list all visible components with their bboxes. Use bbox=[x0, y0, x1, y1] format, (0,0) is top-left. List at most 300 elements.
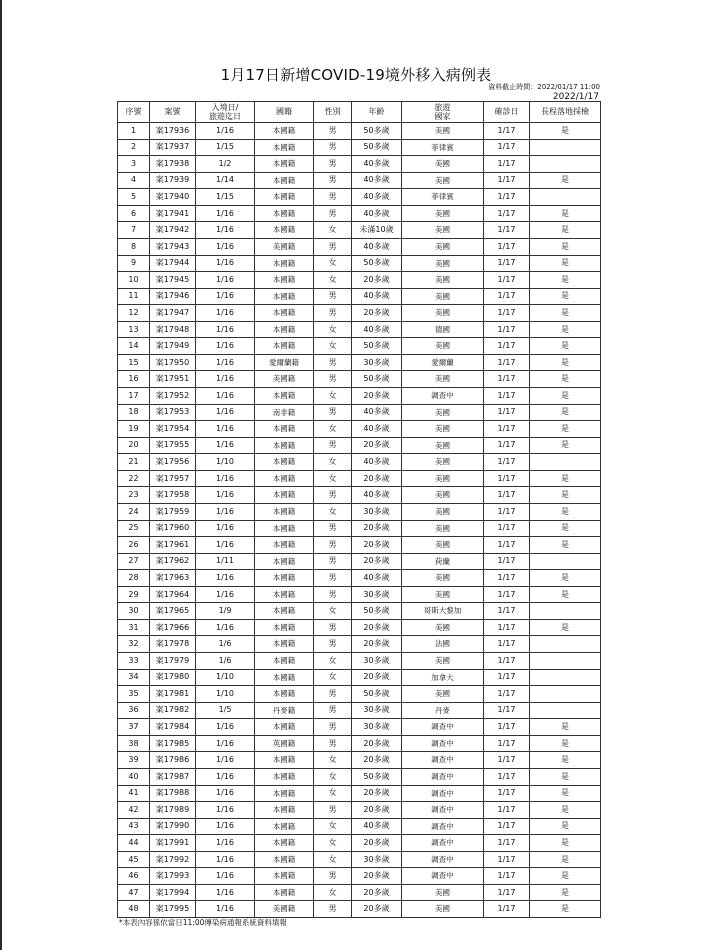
cell-long-haul-test: 是 bbox=[530, 255, 601, 272]
cell-entry-date: 1/16 bbox=[196, 901, 255, 918]
cell-travel-country: 調查中 bbox=[402, 868, 484, 885]
cell-confirm-date: 1/17 bbox=[484, 603, 530, 620]
cell-gender: 男 bbox=[314, 238, 352, 255]
cell-gender: 男 bbox=[314, 586, 352, 603]
data-cutoff-time: 資料截止時間：2022/01/17 11:00 bbox=[488, 83, 600, 91]
cell-case-no: 案17981 bbox=[150, 686, 196, 703]
cell-age: 40多歲 bbox=[352, 238, 402, 255]
table-row bbox=[118, 884, 601, 901]
header-case-no bbox=[150, 102, 196, 123]
cell-case-no: 案17991 bbox=[150, 835, 196, 852]
cell-entry-date: 1/16 bbox=[196, 802, 255, 819]
cell-confirm-date: 1/17 bbox=[484, 205, 530, 222]
cell-long-haul-test: 是 bbox=[530, 321, 601, 338]
cell-seq: 47 bbox=[118, 884, 150, 901]
cell-entry-date: 1/16 bbox=[196, 503, 255, 520]
cell-long-haul-test: 是 bbox=[530, 802, 601, 819]
cell-travel-country: 美國 bbox=[402, 437, 484, 454]
cell-nationality: 本國籍 bbox=[255, 619, 314, 636]
page-edge bbox=[0, 0, 2, 950]
cell-nationality: 美國籍 bbox=[255, 901, 314, 918]
cell-case-no: 案17960 bbox=[150, 520, 196, 537]
cell-travel-country: 調查中 bbox=[402, 851, 484, 868]
cell-case-no: 案17946 bbox=[150, 288, 196, 305]
cell-seq: 28 bbox=[118, 570, 150, 587]
page-title: 1月17日新增COVID-19境外移入病例表 bbox=[220, 66, 492, 84]
cell-gender: 男 bbox=[314, 305, 352, 322]
cell-nationality: 本國籍 bbox=[255, 719, 314, 736]
cell-gender: 男 bbox=[314, 735, 352, 752]
cell-case-no: 案17938 bbox=[150, 156, 196, 173]
cell-long-haul-test: 是 bbox=[530, 437, 601, 454]
table-row bbox=[118, 238, 601, 255]
cell-confirm-date: 1/17 bbox=[484, 768, 530, 785]
cell-seq: 22 bbox=[118, 470, 150, 487]
cell-gender: 女 bbox=[314, 454, 352, 471]
cell-confirm-date: 1/17 bbox=[484, 354, 530, 371]
cell-confirm-date: 1/17 bbox=[484, 487, 530, 504]
cell-nationality: 本國籍 bbox=[255, 305, 314, 322]
cell-seq: 4 bbox=[118, 172, 150, 189]
cell-seq: 37 bbox=[118, 719, 150, 736]
cell-entry-date: 1/16 bbox=[196, 487, 255, 504]
cell-age: 40多歲 bbox=[352, 156, 402, 173]
table-row bbox=[118, 702, 601, 719]
table-row bbox=[118, 603, 601, 620]
cell-gender: 女 bbox=[314, 388, 352, 405]
cell-nationality: 本國籍 bbox=[255, 537, 314, 554]
cell-long-haul-test: 是 bbox=[530, 354, 601, 371]
cell-gender: 男 bbox=[314, 487, 352, 504]
cell-seq: 30 bbox=[118, 603, 150, 620]
cell-travel-country: 丹麥 bbox=[402, 702, 484, 719]
table-row bbox=[118, 768, 601, 785]
cell-long-haul-test: 是 bbox=[530, 222, 601, 239]
cell-gender: 女 bbox=[314, 835, 352, 852]
cell-confirm-date: 1/17 bbox=[484, 785, 530, 802]
cell-entry-date: 1/15 bbox=[196, 189, 255, 206]
cell-case-no: 案17951 bbox=[150, 371, 196, 388]
cell-nationality: 本國籍 bbox=[255, 802, 314, 819]
cell-age: 20多歲 bbox=[352, 669, 402, 686]
cell-confirm-date: 1/17 bbox=[484, 123, 530, 140]
cell-long-haul-test: 是 bbox=[530, 884, 601, 901]
cell-travel-country: 調查中 bbox=[402, 835, 484, 852]
cell-long-haul-test: 是 bbox=[530, 421, 601, 438]
cell-gender: 男 bbox=[314, 570, 352, 587]
cell-travel-country: 調查中 bbox=[402, 768, 484, 785]
cell-case-no: 案17950 bbox=[150, 354, 196, 371]
cell-nationality: 本國籍 bbox=[255, 835, 314, 852]
cell-gender: 女 bbox=[314, 222, 352, 239]
cell-age: 20多歲 bbox=[352, 388, 402, 405]
cell-confirm-date: 1/17 bbox=[484, 172, 530, 189]
cell-confirm-date: 1/17 bbox=[484, 868, 530, 885]
cell-age: 30多歲 bbox=[352, 702, 402, 719]
cell-travel-country: 美國 bbox=[402, 487, 484, 504]
cell-entry-date: 1/16 bbox=[196, 272, 255, 289]
cell-confirm-date: 1/17 bbox=[484, 537, 530, 554]
cell-nationality: 美國籍 bbox=[255, 238, 314, 255]
cell-age: 30多歲 bbox=[352, 719, 402, 736]
cell-long-haul-test: 是 bbox=[530, 537, 601, 554]
cell-long-haul-test: 是 bbox=[530, 238, 601, 255]
cell-entry-date: 1/16 bbox=[196, 404, 255, 421]
cell-gender: 女 bbox=[314, 272, 352, 289]
cell-gender: 男 bbox=[314, 901, 352, 918]
cell-travel-country: 加拿大 bbox=[402, 669, 484, 686]
cell-age: 50多歲 bbox=[352, 603, 402, 620]
cell-age: 20多歲 bbox=[352, 636, 402, 653]
cell-nationality: 本國籍 bbox=[255, 553, 314, 570]
cell-entry-date: 1/16 bbox=[196, 421, 255, 438]
cell-case-no: 案17942 bbox=[150, 222, 196, 239]
table-row bbox=[118, 321, 601, 338]
cell-case-no: 案17966 bbox=[150, 619, 196, 636]
cell-seq: 39 bbox=[118, 752, 150, 769]
cell-gender: 男 bbox=[314, 619, 352, 636]
cell-long-haul-test: 是 bbox=[530, 123, 601, 140]
cell-gender: 男 bbox=[314, 537, 352, 554]
cell-entry-date: 1/10 bbox=[196, 669, 255, 686]
cell-nationality: 本國籍 bbox=[255, 851, 314, 868]
cell-case-no: 案17980 bbox=[150, 669, 196, 686]
cell-gender: 男 bbox=[314, 802, 352, 819]
cell-nationality: 本國籍 bbox=[255, 123, 314, 140]
cell-confirm-date: 1/17 bbox=[484, 238, 530, 255]
cell-gender: 男 bbox=[314, 371, 352, 388]
cell-travel-country: 美國 bbox=[402, 537, 484, 554]
cell-nationality: 本國籍 bbox=[255, 570, 314, 587]
cell-seq: 13 bbox=[118, 321, 150, 338]
cell-entry-date: 1/16 bbox=[196, 719, 255, 736]
table-row bbox=[118, 205, 601, 222]
cell-long-haul-test bbox=[530, 189, 601, 206]
cell-gender: 女 bbox=[314, 321, 352, 338]
cell-entry-date: 1/16 bbox=[196, 338, 255, 355]
cell-gender: 女 bbox=[314, 785, 352, 802]
cell-case-no: 案17936 bbox=[150, 123, 196, 140]
table-row bbox=[118, 172, 601, 189]
cell-case-no: 案17941 bbox=[150, 205, 196, 222]
cell-entry-date: 1/16 bbox=[196, 520, 255, 537]
cell-gender: 男 bbox=[314, 636, 352, 653]
cell-nationality: 美國籍 bbox=[255, 371, 314, 388]
cell-nationality: 本國籍 bbox=[255, 503, 314, 520]
cell-long-haul-test: 是 bbox=[530, 305, 601, 322]
cell-nationality: 本國籍 bbox=[255, 255, 314, 272]
cell-travel-country: 美國 bbox=[402, 586, 484, 603]
cell-nationality: 本國籍 bbox=[255, 189, 314, 206]
cell-confirm-date: 1/17 bbox=[484, 702, 530, 719]
cell-travel-country: 美國 bbox=[402, 470, 484, 487]
cell-gender: 女 bbox=[314, 255, 352, 272]
table-row bbox=[118, 553, 601, 570]
table-row bbox=[118, 139, 601, 156]
cell-nationality: 本國籍 bbox=[255, 321, 314, 338]
cell-confirm-date: 1/17 bbox=[484, 520, 530, 537]
cell-gender: 男 bbox=[314, 404, 352, 421]
cell-long-haul-test bbox=[530, 669, 601, 686]
cell-confirm-date: 1/17 bbox=[484, 669, 530, 686]
cell-travel-country: 美國 bbox=[402, 123, 484, 140]
cell-age: 50多歲 bbox=[352, 686, 402, 703]
cell-seq: 12 bbox=[118, 305, 150, 322]
cell-entry-date: 1/16 bbox=[196, 321, 255, 338]
cell-confirm-date: 1/17 bbox=[484, 570, 530, 587]
cell-case-no: 案17940 bbox=[150, 189, 196, 206]
cell-nationality: 本國籍 bbox=[255, 686, 314, 703]
cell-travel-country: 美國 bbox=[402, 255, 484, 272]
table-row bbox=[118, 868, 601, 885]
cell-long-haul-test: 是 bbox=[530, 835, 601, 852]
cell-travel-country: 美國 bbox=[402, 172, 484, 189]
cell-case-no: 案17984 bbox=[150, 719, 196, 736]
cell-seq: 48 bbox=[118, 901, 150, 918]
cell-long-haul-test bbox=[530, 454, 601, 471]
cell-entry-date: 1/16 bbox=[196, 354, 255, 371]
table-row bbox=[118, 305, 601, 322]
cell-long-haul-test: 是 bbox=[530, 619, 601, 636]
cell-seq: 43 bbox=[118, 818, 150, 835]
cell-nationality: 本國籍 bbox=[255, 470, 314, 487]
cell-seq: 17 bbox=[118, 388, 150, 405]
table-row bbox=[118, 272, 601, 289]
cell-case-no: 案17956 bbox=[150, 454, 196, 471]
cell-entry-date: 1/16 bbox=[196, 586, 255, 603]
cell-confirm-date: 1/17 bbox=[484, 586, 530, 603]
cell-long-haul-test: 是 bbox=[530, 768, 601, 785]
cell-case-no: 案17986 bbox=[150, 752, 196, 769]
table-row bbox=[118, 752, 601, 769]
cell-gender: 男 bbox=[314, 139, 352, 156]
cell-gender: 男 bbox=[314, 172, 352, 189]
cell-gender: 男 bbox=[314, 686, 352, 703]
cell-travel-country: 美國 bbox=[402, 288, 484, 305]
cell-seq: 35 bbox=[118, 686, 150, 703]
cell-long-haul-test: 是 bbox=[530, 338, 601, 355]
cell-gender: 女 bbox=[314, 338, 352, 355]
table-row bbox=[118, 189, 601, 206]
table-row bbox=[118, 288, 601, 305]
cell-case-no: 案17985 bbox=[150, 735, 196, 752]
cell-long-haul-test: 是 bbox=[530, 172, 601, 189]
cell-entry-date: 1/10 bbox=[196, 454, 255, 471]
table-row bbox=[118, 520, 601, 537]
cell-entry-date: 1/16 bbox=[196, 305, 255, 322]
cell-gender: 男 bbox=[314, 205, 352, 222]
cell-long-haul-test: 是 bbox=[530, 288, 601, 305]
cell-seq: 6 bbox=[118, 205, 150, 222]
cell-confirm-date: 1/17 bbox=[484, 901, 530, 918]
table-row bbox=[118, 802, 601, 819]
cell-seq: 42 bbox=[118, 802, 150, 819]
cell-age: 50多歲 bbox=[352, 338, 402, 355]
cell-confirm-date: 1/17 bbox=[484, 222, 530, 239]
cell-travel-country: 美國 bbox=[402, 884, 484, 901]
cell-confirm-date: 1/17 bbox=[484, 686, 530, 703]
cell-travel-country: 美國 bbox=[402, 238, 484, 255]
cell-entry-date: 1/16 bbox=[196, 884, 255, 901]
cell-case-no: 案17992 bbox=[150, 851, 196, 868]
cell-nationality: 本國籍 bbox=[255, 603, 314, 620]
cell-entry-date: 1/16 bbox=[196, 851, 255, 868]
cell-age: 30多歲 bbox=[352, 354, 402, 371]
cell-seq: 44 bbox=[118, 835, 150, 852]
cell-case-no: 案17978 bbox=[150, 636, 196, 653]
cell-long-haul-test: 是 bbox=[530, 503, 601, 520]
cell-confirm-date: 1/17 bbox=[484, 321, 530, 338]
cell-case-no: 案17961 bbox=[150, 537, 196, 554]
cell-case-no: 案17957 bbox=[150, 470, 196, 487]
cell-confirm-date: 1/17 bbox=[484, 884, 530, 901]
cell-case-no: 案17990 bbox=[150, 818, 196, 835]
cell-entry-date: 1/16 bbox=[196, 868, 255, 885]
header-entry-date-line1: 入境日/ bbox=[211, 102, 239, 112]
header-gender: 性別 bbox=[314, 102, 352, 123]
cell-case-no: 案17964 bbox=[150, 586, 196, 603]
cell-age: 20多歲 bbox=[352, 272, 402, 289]
table-row bbox=[118, 454, 601, 471]
cell-seq: 33 bbox=[118, 653, 150, 670]
cell-confirm-date: 1/17 bbox=[484, 752, 530, 769]
cell-nationality: 本國籍 bbox=[255, 752, 314, 769]
cell-age: 20多歲 bbox=[352, 835, 402, 852]
cell-confirm-date: 1/17 bbox=[484, 636, 530, 653]
cell-age: 40多歲 bbox=[352, 172, 402, 189]
cell-nationality: 本國籍 bbox=[255, 156, 314, 173]
table-row bbox=[118, 570, 601, 587]
cell-age: 20多歲 bbox=[352, 537, 402, 554]
table-row bbox=[118, 835, 601, 852]
cell-age: 20多歲 bbox=[352, 735, 402, 752]
table-row bbox=[118, 818, 601, 835]
header-entry-date-line2: 旅遊迄日 bbox=[209, 112, 241, 121]
cell-long-haul-test: 是 bbox=[530, 719, 601, 736]
cell-long-haul-test: 是 bbox=[530, 570, 601, 587]
cell-nationality: 本國籍 bbox=[255, 205, 314, 222]
cell-entry-date: 1/6 bbox=[196, 636, 255, 653]
cell-entry-date: 1/16 bbox=[196, 785, 255, 802]
cell-seq: 5 bbox=[118, 189, 150, 206]
table-row bbox=[118, 123, 601, 140]
cell-nationality: 本國籍 bbox=[255, 338, 314, 355]
cell-gender: 女 bbox=[314, 653, 352, 670]
cell-long-haul-test: 是 bbox=[530, 586, 601, 603]
cell-travel-country: 美國 bbox=[402, 570, 484, 587]
cell-travel-country: 美國 bbox=[402, 222, 484, 239]
cell-seq: 20 bbox=[118, 437, 150, 454]
cell-seq: 25 bbox=[118, 520, 150, 537]
cell-case-no: 案17979 bbox=[150, 653, 196, 670]
cell-nationality: 本國籍 bbox=[255, 437, 314, 454]
cell-entry-date: 1/16 bbox=[196, 537, 255, 554]
cell-confirm-date: 1/17 bbox=[484, 454, 530, 471]
cell-nationality: 本國籍 bbox=[255, 172, 314, 189]
cell-seq: 26 bbox=[118, 537, 150, 554]
cell-long-haul-test bbox=[530, 702, 601, 719]
cell-age: 20多歲 bbox=[352, 802, 402, 819]
cell-long-haul-test: 是 bbox=[530, 735, 601, 752]
table-row bbox=[118, 470, 601, 487]
cell-nationality: 本國籍 bbox=[255, 768, 314, 785]
cell-entry-date: 1/16 bbox=[196, 222, 255, 239]
table-row bbox=[118, 785, 601, 802]
header-age: 年齡 bbox=[352, 102, 402, 123]
cell-seq: 10 bbox=[118, 272, 150, 289]
cell-confirm-date: 1/17 bbox=[484, 470, 530, 487]
cell-travel-country: 美國 bbox=[402, 454, 484, 471]
cell-seq: 29 bbox=[118, 586, 150, 603]
cell-travel-country: 德國 bbox=[402, 321, 484, 338]
cell-travel-country: 調查中 bbox=[402, 735, 484, 752]
cell-seq: 8 bbox=[118, 238, 150, 255]
table-row bbox=[118, 686, 601, 703]
cell-case-no: 案17943 bbox=[150, 238, 196, 255]
cell-travel-country: 調查中 bbox=[402, 719, 484, 736]
cell-age: 20多歲 bbox=[352, 553, 402, 570]
table-body bbox=[118, 123, 601, 918]
cell-confirm-date: 1/17 bbox=[484, 735, 530, 752]
cell-case-no: 案17963 bbox=[150, 570, 196, 587]
cell-travel-country: 調查中 bbox=[402, 752, 484, 769]
cell-nationality: 南非籍 bbox=[255, 404, 314, 421]
cell-long-haul-test: 是 bbox=[530, 520, 601, 537]
cell-long-haul-test bbox=[530, 139, 601, 156]
cell-travel-country: 美國 bbox=[402, 338, 484, 355]
cell-case-no: 案17954 bbox=[150, 421, 196, 438]
cell-seq: 11 bbox=[118, 288, 150, 305]
header-entry-date bbox=[196, 102, 255, 123]
cell-case-no: 案17965 bbox=[150, 603, 196, 620]
cell-case-no: 案17939 bbox=[150, 172, 196, 189]
cell-entry-date: 1/6 bbox=[196, 653, 255, 670]
cell-gender: 男 bbox=[314, 437, 352, 454]
cell-seq: 1 bbox=[118, 123, 150, 140]
cell-long-haul-test: 是 bbox=[530, 470, 601, 487]
cell-age: 20多歲 bbox=[352, 868, 402, 885]
cell-nationality: 本國籍 bbox=[255, 669, 314, 686]
cell-seq: 24 bbox=[118, 503, 150, 520]
table-row bbox=[118, 421, 601, 438]
cell-gender: 男 bbox=[314, 719, 352, 736]
cell-case-no: 案17987 bbox=[150, 768, 196, 785]
cell-age: 40多歲 bbox=[352, 487, 402, 504]
cell-gender: 女 bbox=[314, 752, 352, 769]
cell-long-haul-test bbox=[530, 553, 601, 570]
cell-nationality: 本國籍 bbox=[255, 868, 314, 885]
cell-entry-date: 1/16 bbox=[196, 768, 255, 785]
cell-nationality: 本國籍 bbox=[255, 586, 314, 603]
cell-age: 30多歲 bbox=[352, 653, 402, 670]
cell-long-haul-test: 是 bbox=[530, 901, 601, 918]
cell-entry-date: 1/15 bbox=[196, 139, 255, 156]
cell-age: 50多歲 bbox=[352, 139, 402, 156]
cell-seq: 32 bbox=[118, 636, 150, 653]
cell-travel-country: 愛爾蘭 bbox=[402, 354, 484, 371]
cell-case-no: 案17949 bbox=[150, 338, 196, 355]
cell-entry-date: 1/16 bbox=[196, 371, 255, 388]
cell-travel-country: 法國 bbox=[402, 636, 484, 653]
table-row bbox=[118, 156, 601, 173]
cell-age: 50多歲 bbox=[352, 255, 402, 272]
cell-case-no: 案17937 bbox=[150, 139, 196, 156]
cell-age: 20多歲 bbox=[352, 884, 402, 901]
header-travel-country-line2: 國家 bbox=[434, 112, 451, 121]
cell-gender: 女 bbox=[314, 851, 352, 868]
cell-case-no: 案17993 bbox=[150, 868, 196, 885]
cell-entry-date: 1/16 bbox=[196, 818, 255, 835]
